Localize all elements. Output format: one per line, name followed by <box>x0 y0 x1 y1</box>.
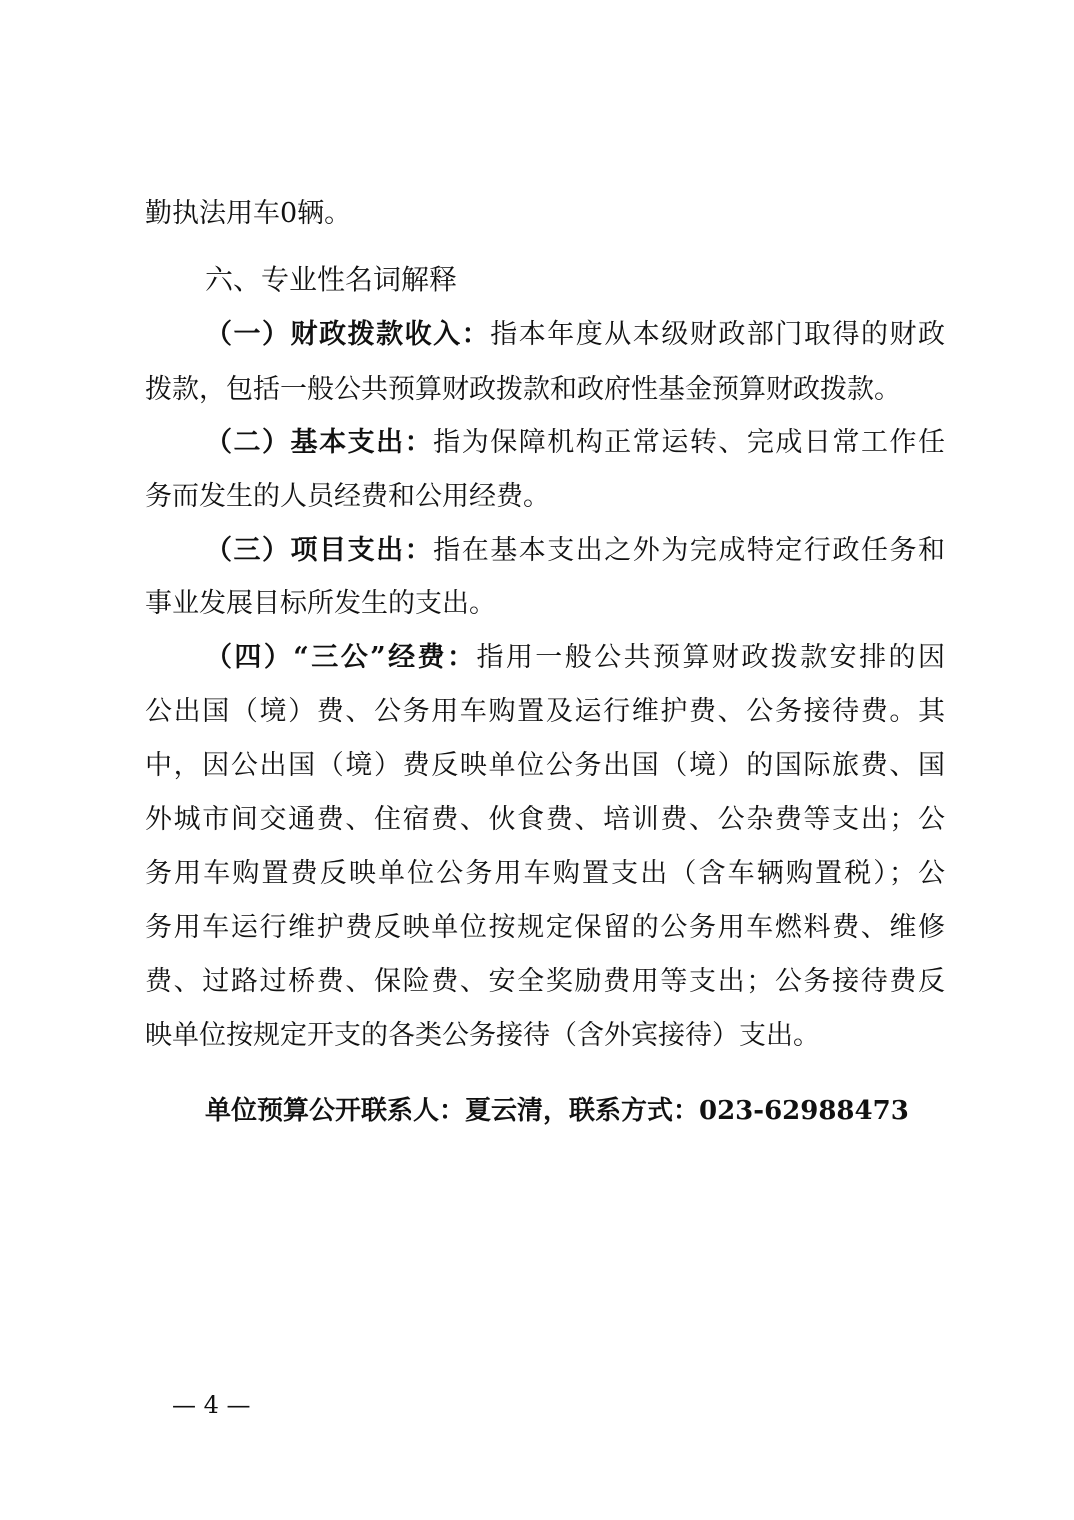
term-paragraph-4-line-8: 映单位按规定开支的各类公务接待（含外宾接待）支出。 <box>145 1020 820 1051</box>
term-paragraph-4-line-6: 务用车运行维护费反映单位按规定保留的公务用车燃料费、维修 <box>145 912 945 943</box>
term-text: 指本年度从本级财政部门取得的财政 <box>490 319 946 350</box>
term-label: （二）基本支出： <box>205 427 434 458</box>
continuation-line: 勤执法用车0辆。 <box>145 198 352 229</box>
page-number: — 4 — <box>172 1391 251 1419</box>
term-text: 指在基本支出之外为完成特定行政任务和 <box>433 535 946 566</box>
term-paragraph-2-line-2: 务而发生的人员经费和公用经费。 <box>145 481 550 512</box>
term-paragraph-4-line-1 <box>205 640 945 676</box>
contact-line: 单位预算公开联系人：夏云清，联系方式：023-62988473 <box>205 1096 909 1126</box>
term-paragraph-4-line-2: 公出国（境）费、公务用车购置及运行维护费、公务接待费。其 <box>145 696 945 727</box>
term-paragraph-4-line-7: 费、过路过桥费、保险费、安全奖励费用等支出；公务接待费反 <box>145 966 945 997</box>
term-label: （一）财政拨款收入： <box>205 319 491 350</box>
term-paragraph-4-line-4: 外城市间交通费、住宿费、伙食费、培训费、公杂费等支出；公 <box>145 804 945 835</box>
term-label: （四）“三公”经费： <box>205 642 477 673</box>
term-paragraph-3-line-2: 事业发展目标所发生的支出。 <box>145 588 496 619</box>
term-text: 指为保障机构正常运转、完成日常工作任 <box>433 427 946 458</box>
term-label: （三）项目支出： <box>205 535 434 566</box>
section-heading: 六、专业性名词解释 <box>205 263 458 296</box>
term-paragraph-3-line-1 <box>205 533 945 569</box>
term-paragraph-2-line-1 <box>205 425 945 461</box>
term-text: 指用一般公共预算财政拨款安排的因 <box>476 642 945 673</box>
term-paragraph-4-line-5: 务用车购置费反映单位公务用车购置支出（含车辆购置税）；公 <box>145 858 945 889</box>
term-paragraph-1-line-1 <box>205 317 945 353</box>
term-paragraph-4-line-3: 中，因公出国（境）费反映单位公务出国（境）的国际旅费、国 <box>145 750 945 781</box>
term-paragraph-1-line-2: 拨款，包括一般公共预算财政拨款和政府性基金预算财政拨款。 <box>145 374 901 405</box>
